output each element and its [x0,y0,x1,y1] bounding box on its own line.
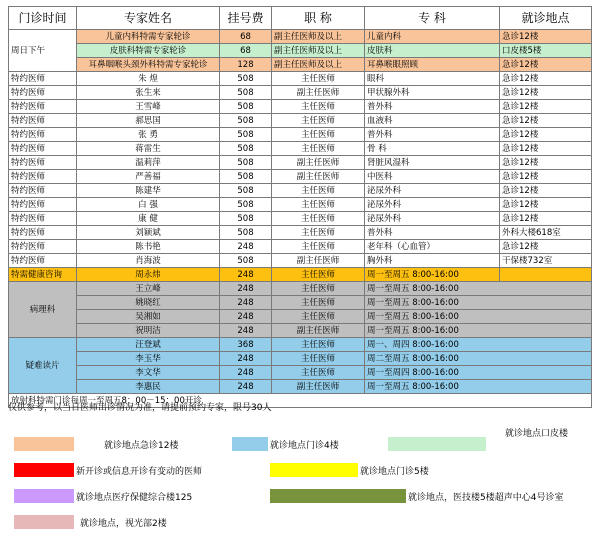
cell-time: 特约医师 [9,142,77,156]
expert-row [9,240,592,254]
cell-dept: 老年科（心血管） [365,240,500,254]
cell-place: 急诊12楼 [500,184,592,198]
expert-row [9,184,592,198]
cell-dept: 皮肤科 [365,44,500,58]
schedule-body [9,30,592,408]
cell-time: 特需健康咨询 [9,268,77,282]
cell-fee: 248 [220,240,272,254]
cell-title: 主任医师 [272,240,365,254]
expert-row [9,254,592,268]
cell-fee: 508 [220,100,272,114]
legend-swatch-orange [14,437,74,451]
cell-dept: 周一至周四 8:00-16:00 [365,366,592,380]
disclaimer: 仅供参考，以当日医师出诊情况为准，请提前预约专家，限号30人 [8,403,272,413]
cell-dept: 肾脏风湿科 [365,156,500,170]
cell-name: 张 勇 [77,128,220,142]
cell-fee: 508 [220,128,272,142]
expert-row [9,72,592,86]
legend-swatch-red [14,463,74,477]
legend-label-pink: 就诊地点，视光部2楼 [80,519,167,529]
legend-swatch-pink [14,515,74,529]
cell-name: 祝明洁 [77,324,220,338]
cell-place: 急诊12楼 [500,142,592,156]
cell-dept: 普外科 [365,100,500,114]
legend-swatch-purple [14,489,74,503]
cell-fee: 68 [220,30,272,44]
legend-label-purple: 就诊地点医疗保健综合楼125 [76,493,193,503]
cell-title: 主任医师 [272,366,365,380]
cell-fee: 508 [220,156,272,170]
cell-title: 副主任医师 [272,254,365,268]
cell-place: 急诊12楼 [500,128,592,142]
cell-title: 主任医师 [272,212,365,226]
cell-time: 特约医师 [9,254,77,268]
legend-swatch-yellow [270,463,358,477]
cell-place: 急诊12楼 [500,86,592,100]
cell-dept: 周一至周五 8:00-16:00 [365,296,592,310]
schedule-table [8,6,592,408]
cell-fee: 248 [220,352,272,366]
cell-fee: 128 [220,58,272,72]
cell-dept: 周一至周五 8:00-16:00 [365,380,592,394]
cell-name: 汪登斌 [77,338,220,352]
cell-title: 主任医师 [272,310,365,324]
consult-row [9,352,592,366]
cell-name: 王雪峰 [77,100,220,114]
cell-time: 特约医师 [9,240,77,254]
pathology-row [9,282,592,296]
cell-name: 李玉华 [77,352,220,366]
header-time: 门诊时间 [9,7,77,30]
cell-fee: 248 [220,296,272,310]
cell-dept: 周二至周五 8:00-16:00 [365,352,592,366]
cell-time: 特约医师 [9,72,77,86]
cell-dept: 眼科 [365,72,500,86]
consult-label: 疑难读片 [9,338,77,394]
cell-dept: 周一、周四 8:00-16:00 [365,338,592,352]
cell-name: 王立峰 [77,282,220,296]
cell-name: 蒋雷生 [77,142,220,156]
expert-row [9,128,592,142]
cell-time: 特约医师 [9,114,77,128]
legend-label-olive: 就诊地点，医技楼5楼超声中心4号诊室 [408,493,564,503]
cell-title: 主任医师 [272,352,365,366]
cell-dept: 胸外科 [365,254,500,268]
cell-place: 急诊12楼 [500,114,592,128]
cell-title: 主任医师 [272,198,365,212]
cell-fee: 508 [220,170,272,184]
expert-row [9,100,592,114]
consult-row [9,338,592,352]
legend-swatch-green [388,437,486,451]
cell-fee: 68 [220,44,272,58]
cell-fee: 248 [220,366,272,380]
cell-name: 白 强 [77,198,220,212]
cell-name: 李文华 [77,366,220,380]
radiology-note: 放射科特需门诊每周一至周五8：00－15：00开诊 [9,394,592,408]
cell-name: 皮肤科特需专家轮诊 [77,44,220,58]
cell-name: 耳鼻咽喉头颈外科特需专家轮诊 [77,58,220,72]
special-row [9,44,592,58]
cell-fee: 248 [220,282,272,296]
special-row [9,58,592,72]
cell-place: 外科大楼618室 [500,226,592,240]
legend-swatch-blue [232,437,268,451]
cell-name: 严善福 [77,170,220,184]
cell-place: 急诊12楼 [500,156,592,170]
header-row [9,7,592,30]
cell-time: 特约医师 [9,100,77,114]
cell-fee: 508 [220,142,272,156]
cell-place [500,268,592,282]
health-consult-row [9,268,592,282]
cell-title: 主任医师 [272,268,365,282]
cell-title: 主任医师 [272,72,365,86]
cell-dept: 泌尿外科 [365,184,500,198]
cell-title: 副主任医师及以上 [272,44,365,58]
cell-fee: 508 [220,86,272,100]
cell-dept: 普外科 [365,128,500,142]
cell-time: 特约医师 [9,226,77,240]
cell-dept: 儿童内科 [365,30,500,44]
cell-fee: 508 [220,114,272,128]
consult-row [9,366,592,380]
cell-fee: 248 [220,324,272,338]
expert-row [9,156,592,170]
cell-dept: 周一至周五 8:00-16:00 [365,268,500,282]
cell-name: 儿童内科特需专家轮诊 [77,30,220,44]
pathology-row [9,324,592,338]
cell-title: 主任医师 [272,338,365,352]
expert-row [9,198,592,212]
cell-place: 急诊12楼 [500,212,592,226]
expert-row [9,142,592,156]
cell-title: 主任医师 [272,282,365,296]
cell-title: 副主任医师 [272,86,365,100]
cell-fee: 368 [220,338,272,352]
legend-label-green: 就诊地点口皮楼 [505,429,569,439]
cell-title: 主任医师 [272,184,365,198]
cell-dept: 耳鼻喉眼照顾 [365,58,500,72]
cell-place: 急诊12楼 [500,100,592,114]
cell-place: 急诊12楼 [500,30,592,44]
cell-fee: 508 [220,226,272,240]
cell-time: 周日下午 [9,30,77,72]
cell-name: 温莉萍 [77,156,220,170]
cell-time: 特约医师 [9,156,77,170]
pathology-row [9,296,592,310]
cell-dept: 泌尿外科 [365,198,500,212]
cell-dept: 普外科 [365,226,500,240]
cell-name: 郝思国 [77,114,220,128]
legend-label-orange: 就诊地点急诊12楼 [104,441,179,451]
cell-dept: 周一至周五 8:00-16:00 [365,324,592,338]
cell-time: 特约医师 [9,128,77,142]
cell-dept: 血液科 [365,114,500,128]
cell-name: 刘颖斌 [77,226,220,240]
legend-label-red: 新开诊或信息开诊有变动的医师 [76,467,203,477]
cell-title: 主任医师 [272,226,365,240]
cell-name: 张生来 [77,86,220,100]
pathology-row [9,310,592,324]
cell-fee: 248 [220,310,272,324]
cell-title: 副主任医师 [272,380,365,394]
cell-name: 吴湘如 [77,310,220,324]
cell-dept: 周一至周五 8:00-16:00 [365,282,592,296]
special-row [9,30,592,44]
expert-row [9,170,592,184]
cell-title: 副主任医师 [272,156,365,170]
cell-title: 主任医师 [272,100,365,114]
cell-fee: 508 [220,212,272,226]
header-title: 职 称 [272,7,365,30]
consult-row [9,380,592,394]
cell-title: 副主任医师 [272,170,365,184]
cell-fee: 248 [220,268,272,282]
cell-dept: 骨 科 [365,142,500,156]
cell-time: 特约医师 [9,170,77,184]
legend-label-blue: 就诊地点门诊4楼 [270,441,339,451]
expert-row [9,212,592,226]
cell-title: 主任医师 [272,114,365,128]
cell-fee: 508 [220,254,272,268]
cell-fee: 508 [220,184,272,198]
cell-name: 朱 煌 [77,72,220,86]
cell-dept: 中医科 [365,170,500,184]
header-place: 就诊地点 [500,7,592,30]
expert-row [9,114,592,128]
cell-place: 急诊12楼 [500,198,592,212]
cell-fee: 508 [220,198,272,212]
cell-dept: 泌尿外科 [365,212,500,226]
cell-name: 姚晓红 [77,296,220,310]
cell-time: 特约医师 [9,198,77,212]
legend-swatch-olive [270,489,406,503]
cell-name: 周永炜 [77,268,220,282]
cell-time: 特约医师 [9,86,77,100]
cell-title: 副主任医师及以上 [272,58,365,72]
cell-place: 干保楼732室 [500,254,592,268]
cell-name: 陈书艳 [77,240,220,254]
pathology-label: 病理科 [9,282,77,338]
expert-row [9,86,592,100]
cell-time: 特约医师 [9,212,77,226]
expert-row [9,226,592,240]
cell-title: 副主任医师及以上 [272,30,365,44]
cell-dept: 周一至周五 8:00-16:00 [365,310,592,324]
cell-title: 主任医师 [272,296,365,310]
cell-dept: 甲状腺外科 [365,86,500,100]
cell-place: 急诊12楼 [500,72,592,86]
cell-place: 口皮楼5楼 [500,44,592,58]
cell-place: 急诊12楼 [500,58,592,72]
cell-name: 康 健 [77,212,220,226]
cell-fee: 508 [220,72,272,86]
cell-time: 特约医师 [9,184,77,198]
header-fee: 挂号费 [220,7,272,30]
cell-title: 主任医师 [272,142,365,156]
cell-title: 副主任医师 [272,324,365,338]
cell-place: 急诊12楼 [500,240,592,254]
cell-title: 主任医师 [272,128,365,142]
header-dept: 专 科 [365,7,500,30]
cell-name: 陈建华 [77,184,220,198]
cell-name: 李惠民 [77,380,220,394]
cell-fee: 248 [220,380,272,394]
cell-place: 急诊12楼 [500,170,592,184]
header-name: 专家姓名 [77,7,220,30]
legend-label-yellow: 就诊地点门诊5楼 [360,467,429,477]
cell-name: 肖海波 [77,254,220,268]
